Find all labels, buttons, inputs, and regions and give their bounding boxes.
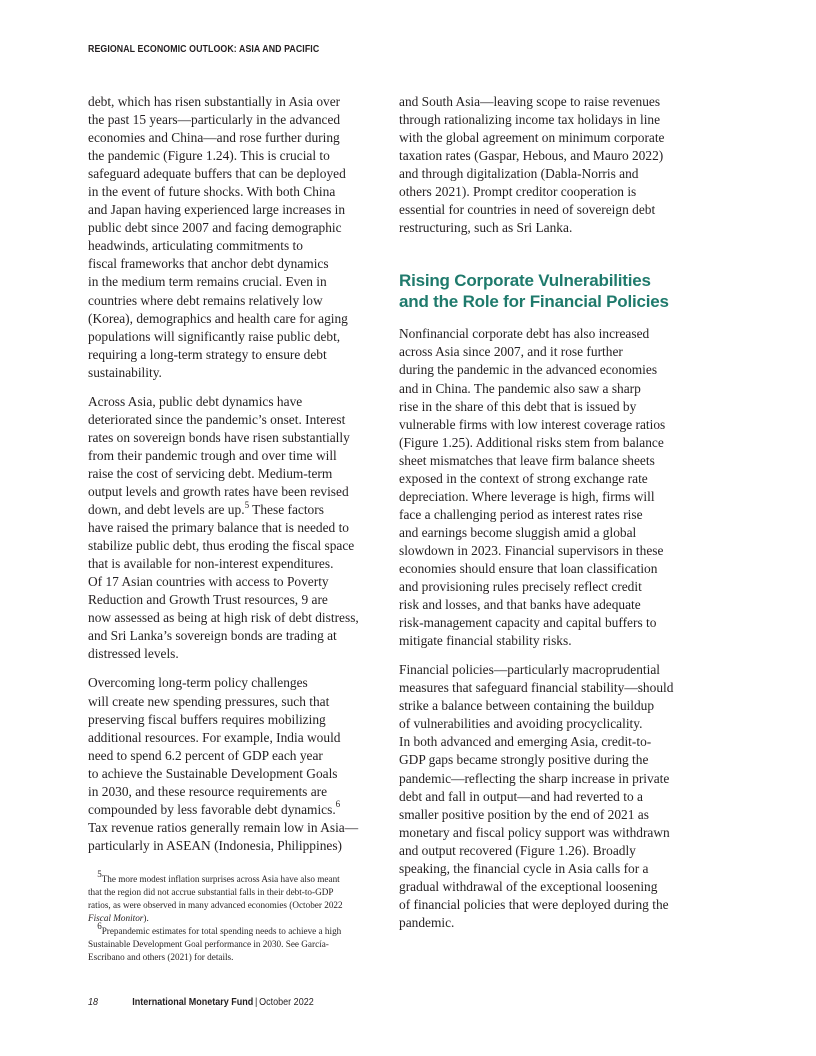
footnote-ref[interactable]: 5	[244, 499, 250, 510]
footnote-ref[interactable]: 6	[335, 799, 341, 810]
footnotes	[88, 868, 380, 964]
footnote-italic: Fiscal Monitor	[88, 913, 144, 923]
running-header: REGIONAL ECONOMIC OUTLOOK: ASIA AND PACIFIC	[88, 44, 320, 55]
page-footer	[88, 997, 314, 1008]
right-column	[399, 93, 691, 943]
paragraph-text: These factors have raised the primary balance that is needed to stabilize public debt, thus eroding the fiscal space that is available for non-interest expenditures. Of 17 Asian countries with access to Poverty Reduction and Growth Trust resources, 9 are now assessed as being at high risk of debt distress, and Sri Lanka’s sovereign bonds are trading at distressed levels.	[88, 502, 359, 662]
body-paragraph: and South Asia—leaving scope to raise revenues through rationalizing income tax holidays in line with the global agreement on minimum corporate taxation rates (Gaspar, Hebous, and Mauro 2022) and through digitalization (Dabla-Norris and others 2021). Prompt creditor cooperation is essential for countries in need of sovereign debt restructuring, such as Sri Lanka.	[399, 94, 665, 236]
footnote-5	[88, 868, 380, 925]
footnote-number: 6	[97, 920, 102, 931]
footer-separator: |	[255, 997, 258, 1008]
footnote-text: Prepandemic estimates for total spending needs to achieve a high Sustainable Development Goal performance in 2030. See García- Escribano and others (2021) for details.	[88, 926, 342, 962]
body-paragraph	[88, 393, 380, 664]
body-paragraph: Financial policies—particularly macroprudential measures that safeguard financial stability—should strike a balance between containing the buildup of vulnerabilities and avoiding procyclicality. In both advanced and emerging Asia, credit-to- GDP gaps became strongly positive during the pandemic—reflecting the sharp increase in private debt and fall in output—and had reverted to a smaller positive position by the end of 2021 as monetary and fiscal policy support was withdrawn and output recovered (Figure 1.26). Broadly speaking, the financial cycle in Asia calls for a gradual withdrawal of the exceptional loosening of financial policies that were deployed during the pandemic.	[399, 662, 674, 930]
body-paragraph: debt, which has risen substantially in Asia over the past 15 years—particularly in the advanced economies and China—and rose further during the pandemic (Figure 1.24). This is crucial to safeguard adequate buffers that can be deployed in the event of future shocks. With both China and Japan having experienced large increases in public debt since 2007 and facing demographic headwinds, articulating commitments to fiscal frameworks that anchor debt dynamics in the medium term remains crucial. Even in countries where debt remains relatively low (Korea), demographics and health care for aging populations will significantly raise public debt, requiring a long-term strategy to ensure debt sustainability.	[88, 94, 348, 380]
footnote-6	[88, 920, 380, 964]
footnote-text: The more modest inflation surprises across Asia have also meant that the region did not accrue substantial falls in their debt-to-GDP ratios, as were observed in many advanced economies (October 2022	[88, 874, 343, 910]
footer-date: October 2022	[259, 997, 314, 1008]
paragraph-text: Overcoming long-term policy challenges will create new spending pressures, such that preserving fiscal buffers requires mobilizing additional resources. For example, India would need to spend 6.2 percent of GDP each year to achieve the Sustainable Development Goals in 2030, and these resource requirements are compounded by less favorable debt dynamics.	[88, 675, 341, 817]
left-column	[88, 93, 380, 866]
section-heading: Rising Corporate Vulnerabilities and the Role for Financial Policies	[399, 271, 669, 312]
body-paragraph: Nonfinancial corporate debt has also increased across Asia since 2007, and it rose further during the pandemic in the advanced economies and in China. The pandemic also saw a sharp rise in the share of this debt that is issued by vulnerable firms with low interest coverage ratios (Figure 1.25). Additional risks stem from balance sheet mismatches that leave firm balance sheets exposed in the context of strong exchange rate depreciation. Where leverage is high, firms will face a challenging period as interest rates rise and earnings become sluggish amid a global slowdown in 2023. Financial supervisors in these economies should ensure that loan classification and provisioning rules precisely reflect credit risk and losses, and that banks have adequate risk-management capacity and capital buffers to mitigate financial stability risks.	[399, 326, 666, 649]
page-number: 18	[88, 997, 99, 1008]
body-paragraph	[88, 674, 380, 854]
footnote-text: ).	[143, 913, 149, 923]
footer-organization: International Monetary Fund	[132, 997, 254, 1008]
footnote-number: 5	[97, 868, 102, 879]
paragraph-text: Across Asia, public debt dynamics have deteriorated since the pandemic’s onset. Interest rates on sovereign bonds have risen substantially from their pandemic trough and over time will raise the cost of servicing debt. Medium-term output levels and growth rates have been revised down, and debt levels are up.	[88, 393, 350, 518]
paragraph-text: Tax revenue ratios generally remain low in Asia— particularly in ASEAN (Indonesia, Philippines)	[88, 819, 359, 853]
